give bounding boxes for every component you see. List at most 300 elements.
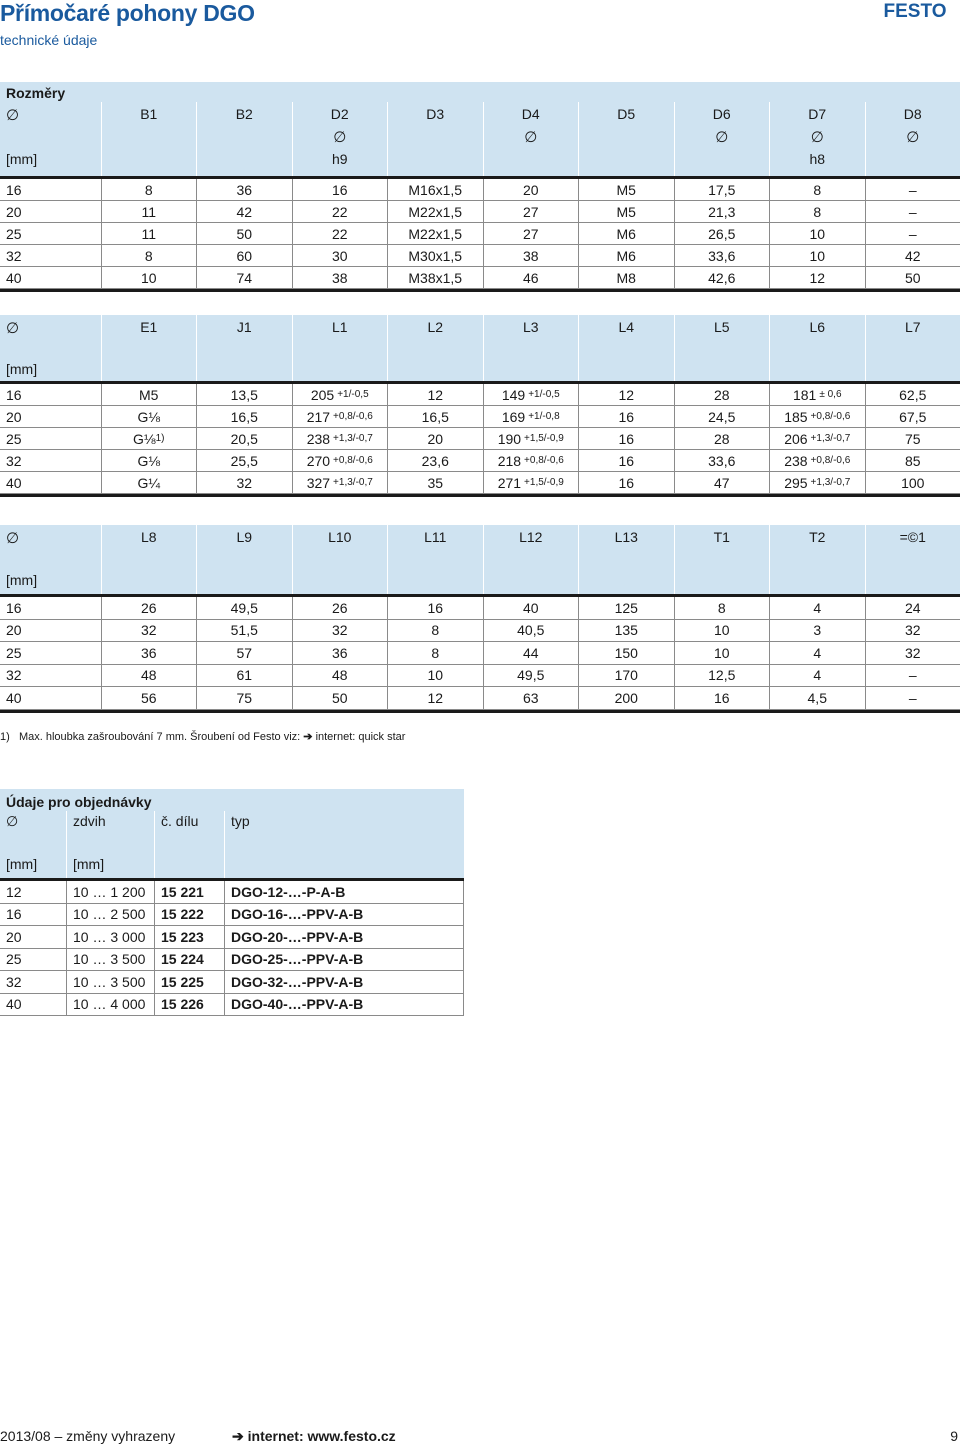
unit-label: [mm]: [73, 856, 105, 872]
header-cell: [101, 525, 197, 594]
column-name: typ: [231, 813, 250, 829]
table-cell: [674, 472, 770, 493]
cell-value: 20,5: [230, 430, 258, 447]
table-cell: 63: [483, 687, 579, 709]
table-cell: DGO-25-…-PPV-A-B: [224, 949, 464, 971]
table-cell: 74: [196, 267, 292, 288]
header-cell: [154, 811, 224, 878]
table-cell: 36: [292, 642, 388, 664]
table-cell: M30x1,5: [387, 245, 483, 266]
cell-value: 20: [427, 430, 444, 447]
unit-label: [mm]: [6, 361, 38, 377]
table-cell: [387, 472, 483, 493]
cell-value: 190: [497, 430, 522, 447]
festo-logo: [872, 1, 958, 20]
order-table: [0, 789, 464, 1021]
cell-value: 67,5: [899, 408, 927, 425]
header-cell: [0, 811, 66, 878]
table-cell: 10: [387, 665, 483, 687]
diameter-icon: ∅: [6, 530, 20, 547]
table-cell: [674, 384, 770, 405]
cell-value: 35: [427, 474, 444, 491]
table-cell: [865, 384, 960, 405]
table-cell: 22: [292, 223, 388, 244]
cell-value: 327: [306, 474, 331, 491]
table-cell: 16: [6, 181, 22, 198]
table-cell: 25: [6, 225, 22, 242]
table-row: [0, 384, 960, 406]
table-cell: 56: [101, 687, 197, 709]
tolerance-value: +0,8/-0,6: [333, 455, 373, 466]
cell-value: G⅛: [137, 408, 161, 425]
table-cell: 135: [578, 620, 674, 642]
table-cell: 17,5: [674, 179, 770, 200]
table-cell: 11: [101, 223, 197, 244]
table-cell: [674, 406, 770, 427]
table-cell: 3: [769, 620, 865, 642]
table-cell: 26: [101, 597, 197, 619]
table-cell: M22x1,5: [387, 201, 483, 222]
column-name: E1: [140, 319, 158, 335]
header-cell: [865, 315, 960, 381]
table-cell: 10 … 1 200: [66, 881, 154, 903]
column-name: L8: [140, 529, 157, 545]
table-cell: 12: [387, 687, 483, 709]
header-grid: [0, 811, 464, 878]
table-cell: DGO-16-…-PPV-A-B: [224, 904, 464, 926]
table-cell: [578, 450, 674, 471]
table-cell: [0, 384, 101, 405]
table-cell: 46: [483, 267, 579, 288]
table-cell: 44: [483, 642, 579, 664]
table-cell: 4: [769, 597, 865, 619]
table-cell: 8: [387, 642, 483, 664]
table-cell: 50: [865, 267, 960, 288]
table-row: [0, 949, 464, 972]
cell-value: 16: [618, 452, 635, 469]
column-name: D3: [426, 106, 445, 122]
table-caption: Rozměry: [6, 85, 66, 101]
table-cell: 51,5: [196, 620, 292, 642]
diameter-icon: ∅: [906, 129, 920, 146]
bottom-rule: [0, 710, 960, 713]
table-cell: [196, 428, 292, 449]
cell-value: 23,6: [421, 452, 449, 469]
table-cell: 27: [483, 201, 579, 222]
table-cell: –: [865, 687, 960, 709]
column-name: D4: [521, 106, 540, 122]
table-row: [0, 245, 960, 267]
table-cell: 20: [6, 622, 22, 639]
table-row: [0, 406, 960, 428]
table-row: [0, 620, 960, 643]
table-cell: [483, 406, 579, 427]
table-cell: M38x1,5: [387, 267, 483, 288]
header-cell: [865, 102, 960, 176]
table-cell: 30: [292, 245, 388, 266]
table-cell: 16: [292, 179, 388, 200]
table-cell: 60: [196, 245, 292, 266]
header-cell: [387, 315, 483, 381]
footnote-link[interactable]: internet: quick star: [315, 731, 406, 743]
table-cell: 75: [196, 687, 292, 709]
table-cell: M16x1,5: [387, 179, 483, 200]
footer-date: 2013/08 – změny vyhrazeny: [0, 1428, 176, 1444]
table-cell: 15 222: [154, 904, 224, 926]
column-name: B2: [235, 106, 253, 122]
diameter-icon: ∅: [715, 129, 729, 146]
column-name: zdvih: [73, 813, 106, 829]
table-cell: 8: [769, 179, 865, 200]
table-header-band: [0, 525, 960, 594]
header-cell: [674, 525, 770, 594]
header-cell: [101, 102, 197, 176]
tolerance-value: +1,3/-0,7: [333, 433, 373, 444]
cell-value: M5: [139, 386, 159, 403]
table-cell: 25: [6, 644, 22, 661]
cell-value: 16,5: [421, 408, 449, 425]
cell-value: 169: [501, 408, 526, 425]
table-cell: 48: [101, 665, 197, 687]
diameter-icon: ∅: [810, 129, 824, 146]
table-cell: [769, 450, 865, 471]
table-cell: [578, 384, 674, 405]
table-cell: 12: [6, 883, 22, 900]
table-cell: 20: [483, 179, 579, 200]
table-cell: 38: [292, 267, 388, 288]
column-name: L13: [614, 529, 638, 545]
table-cell: 4,5: [769, 687, 865, 709]
cell-value: G⅛: [137, 452, 161, 469]
table-row: [0, 472, 960, 494]
header-cell: [196, 102, 292, 176]
table-row: [0, 926, 464, 949]
table-cell: 20: [6, 203, 22, 220]
table-cell: M5: [578, 179, 674, 200]
column-name: D7: [808, 106, 827, 122]
table-cell: 8: [387, 620, 483, 642]
table-cell: 49,5: [196, 597, 292, 619]
table-cell: [578, 406, 674, 427]
table-cell: 10: [769, 245, 865, 266]
table-row: [0, 597, 960, 620]
table-cell: 40: [6, 269, 22, 286]
table-row: [0, 267, 960, 289]
bottom-rule: [0, 494, 960, 497]
table-cell: [483, 472, 579, 493]
table-row: [0, 994, 464, 1017]
table-cell: –: [865, 665, 960, 687]
table-cell: [769, 428, 865, 449]
cell-value: 16: [618, 430, 635, 447]
table-row: [0, 428, 960, 450]
cell-value: 238: [306, 430, 331, 447]
table-cell: 22: [292, 201, 388, 222]
arrow-right-icon: ➔: [303, 731, 313, 743]
column-name: L6: [809, 319, 826, 335]
tolerance-value: +1/-0,5: [528, 389, 560, 400]
table-cell: 49,5: [483, 665, 579, 687]
diameter-icon: ∅: [6, 320, 20, 337]
table-cell: M22x1,5: [387, 223, 483, 244]
header-cell: [578, 315, 674, 381]
table-cell: –: [865, 179, 960, 200]
table-cell: DGO-12-…-P-A-B: [224, 881, 464, 903]
table-row: [0, 971, 464, 994]
tolerance-value: +1,3/-0,7: [810, 433, 851, 444]
table-cell: 15 221: [154, 881, 224, 903]
cell-value: 47: [713, 474, 730, 491]
table-cell: 8: [769, 201, 865, 222]
header-cell: [387, 525, 483, 594]
cell-value: 205: [310, 386, 335, 403]
table-row: [0, 223, 960, 245]
cell-value: 33,6: [708, 452, 736, 469]
table-header-band: [0, 789, 464, 878]
page-title: Přímočaré pohony DGO: [0, 0, 255, 26]
column-name: L12: [519, 529, 543, 545]
table-cell: 32: [6, 667, 22, 684]
table-cell: 125: [578, 597, 674, 619]
header-cell: [769, 102, 865, 176]
cell-value: 62,5: [899, 386, 927, 403]
column-name: L1: [331, 319, 348, 335]
header-cell: [196, 525, 292, 594]
cell-value: 25,5: [230, 452, 258, 469]
table-cell: M6: [578, 245, 674, 266]
table-cell: 40: [483, 597, 579, 619]
table-cell: 12,5: [674, 665, 770, 687]
header-cell: [483, 102, 579, 176]
table-cell: 26: [292, 597, 388, 619]
cell-value: G¼: [137, 474, 161, 491]
table-cell: 16: [6, 599, 22, 616]
footnote-marker: 1): [155, 433, 165, 444]
table-row: [0, 179, 960, 201]
table-cell: [0, 428, 101, 449]
cell-value: G⅛: [133, 430, 156, 447]
header-cell-diameter: [0, 102, 101, 176]
cell-value: 32: [6, 452, 22, 469]
table-cell: 8: [101, 179, 197, 200]
table-cell: [865, 472, 960, 493]
table-cell: 42,6: [674, 267, 770, 288]
table-caption: Údaje pro objednávky: [6, 794, 152, 810]
table-cell: [292, 450, 388, 471]
column-name: B1: [140, 106, 158, 122]
table-cell: 36: [196, 179, 292, 200]
table-cell: 57: [196, 642, 292, 664]
table-cell: 4: [769, 665, 865, 687]
table-cell: [292, 472, 388, 493]
cell-value: 12: [618, 386, 635, 403]
table-cell: 32: [865, 620, 960, 642]
table-cell: [865, 428, 960, 449]
table-cell: [0, 472, 101, 493]
table-row: [0, 201, 960, 223]
column-name: T1: [713, 529, 730, 545]
table-row: [0, 687, 960, 710]
tolerance-value: +0,8/-0,6: [333, 411, 373, 422]
table-cell: [674, 450, 770, 471]
table-cell: 16: [387, 597, 483, 619]
page-number: 9: [950, 1428, 958, 1444]
table-cell: [0, 450, 101, 471]
footer-link[interactable]: ➔ internet: www.festo.cz: [232, 1428, 396, 1444]
header-cell: [578, 525, 674, 594]
table-cell: [483, 384, 579, 405]
bottom-rule: [0, 289, 960, 292]
column-name: L10: [328, 529, 352, 545]
header-cell: [674, 315, 770, 381]
header-cell-diameter: [0, 315, 101, 381]
table-cell: 24: [865, 597, 960, 619]
table-cell: 10: [674, 620, 770, 642]
table-cell: 32: [292, 620, 388, 642]
page-subtitle: technické údaje: [0, 32, 98, 48]
table-cell: 15 226: [154, 994, 224, 1016]
cell-value: 40: [6, 474, 22, 491]
table-cell: [101, 450, 197, 471]
table-cell: 50: [196, 223, 292, 244]
table-cell: [196, 406, 292, 427]
cell-value: 16: [618, 474, 635, 491]
table-cell: [674, 428, 770, 449]
cell-value: 16: [618, 408, 635, 425]
header-cell: [292, 315, 388, 381]
table-cell: 50: [292, 687, 388, 709]
tolerance-value: +1,5/-0,9: [524, 433, 564, 444]
diameter-icon: ∅: [6, 107, 20, 124]
table-cell: –: [865, 223, 960, 244]
table-row: [0, 642, 960, 665]
header-cell: [292, 525, 388, 594]
header-cell: [483, 525, 579, 594]
column-name: T2: [809, 529, 826, 545]
arrow-right-icon: ➔: [232, 1428, 248, 1444]
table-header-band: [0, 82, 960, 176]
table-row: [0, 450, 960, 472]
cell-value: 32: [236, 474, 253, 491]
tolerance-value: +1/-0,5: [337, 389, 369, 400]
column-name: J1: [236, 319, 252, 335]
cell-value: 181: [792, 386, 817, 403]
column-name: L5: [713, 319, 730, 335]
cell-value: 271: [497, 474, 522, 491]
table-cell: 48: [292, 665, 388, 687]
table-cell: 15 224: [154, 949, 224, 971]
cell-value: 270: [306, 452, 331, 469]
table-cell: [483, 428, 579, 449]
table-cell: [101, 384, 197, 405]
table-cell: 10 … 2 500: [66, 904, 154, 926]
diameter-icon: ∅: [333, 129, 347, 146]
table-cell: [101, 406, 197, 427]
table-cell: [769, 472, 865, 493]
table-cell: –: [865, 201, 960, 222]
table-cell: 15 225: [154, 971, 224, 993]
table-cell: 42: [865, 245, 960, 266]
table-cell: 11: [101, 201, 197, 222]
header-cell: [865, 525, 960, 594]
table-cell: 32: [6, 973, 22, 990]
table-cell: [292, 428, 388, 449]
column-name: D2: [330, 106, 349, 122]
table-cell: 32: [865, 642, 960, 664]
header-cell: [196, 315, 292, 381]
cell-value: 16,5: [230, 408, 258, 425]
table-cell: 10 … 3 000: [66, 926, 154, 948]
column-name: D6: [712, 106, 731, 122]
column-name: č. dílu: [161, 813, 199, 829]
table-cell: [865, 450, 960, 471]
table-cell: 40: [6, 689, 22, 706]
header-cell: [674, 102, 770, 176]
table-cell: DGO-20-…-PPV-A-B: [224, 926, 464, 948]
cell-value: 28: [713, 386, 730, 403]
table-cell: 10 … 3 500: [66, 971, 154, 993]
table-row: [0, 881, 464, 904]
dimensions-table-3: [0, 525, 960, 714]
table-cell: 27: [483, 223, 579, 244]
table-cell: [196, 450, 292, 471]
header-cell: [769, 315, 865, 381]
cell-value: 149: [501, 386, 526, 403]
cell-value: 25: [6, 430, 22, 447]
table-cell: [769, 384, 865, 405]
table-cell: 4: [769, 642, 865, 664]
table-cell: 10 … 4 000: [66, 994, 154, 1016]
svg-text:FESTO: FESTO: [883, 1, 947, 20]
table-cell: [387, 428, 483, 449]
table-cell: 61: [196, 665, 292, 687]
column-name: D5: [617, 106, 636, 122]
tolerance-label: h8: [809, 151, 826, 167]
table-cell: [292, 384, 388, 405]
table-cell: [0, 406, 101, 427]
table-cell: 38: [483, 245, 579, 266]
header-cell: [578, 102, 674, 176]
table-cell: 32: [6, 247, 22, 264]
table-cell: DGO-40-…-PPV-A-B: [224, 994, 464, 1016]
table-cell: 25: [6, 951, 22, 968]
cell-value: 20: [6, 408, 22, 425]
table-cell: [387, 450, 483, 471]
table-row: [0, 904, 464, 927]
table-cell: 36: [101, 642, 197, 664]
table-cell: [196, 472, 292, 493]
table-cell: [101, 428, 197, 449]
column-name: L7: [904, 319, 921, 335]
tolerance-value: +0,8/-0,6: [524, 455, 564, 466]
unit-label: [mm]: [6, 856, 38, 872]
table-cell: [769, 406, 865, 427]
table-cell: 21,3: [674, 201, 770, 222]
table-cell: 16: [674, 687, 770, 709]
table-cell: 20: [6, 928, 22, 945]
table-cell: 15 223: [154, 926, 224, 948]
table-cell: 10 … 3 500: [66, 949, 154, 971]
header-grid: [0, 102, 960, 176]
dimensions-table-1: [0, 82, 960, 292]
footnote: 1) Max. hloubka zašroubování 7 mm. Šroubení od Festo viz: ➔ internet: quick star: [0, 731, 406, 743]
tolerance-value: +0,8/-0,6: [810, 455, 851, 466]
cell-value: 13,5: [230, 386, 258, 403]
cell-value: 75: [904, 430, 921, 447]
tolerance-value: +1,3/-0,7: [810, 477, 851, 488]
unit-label: [mm]: [6, 151, 38, 167]
table-row: [0, 665, 960, 688]
